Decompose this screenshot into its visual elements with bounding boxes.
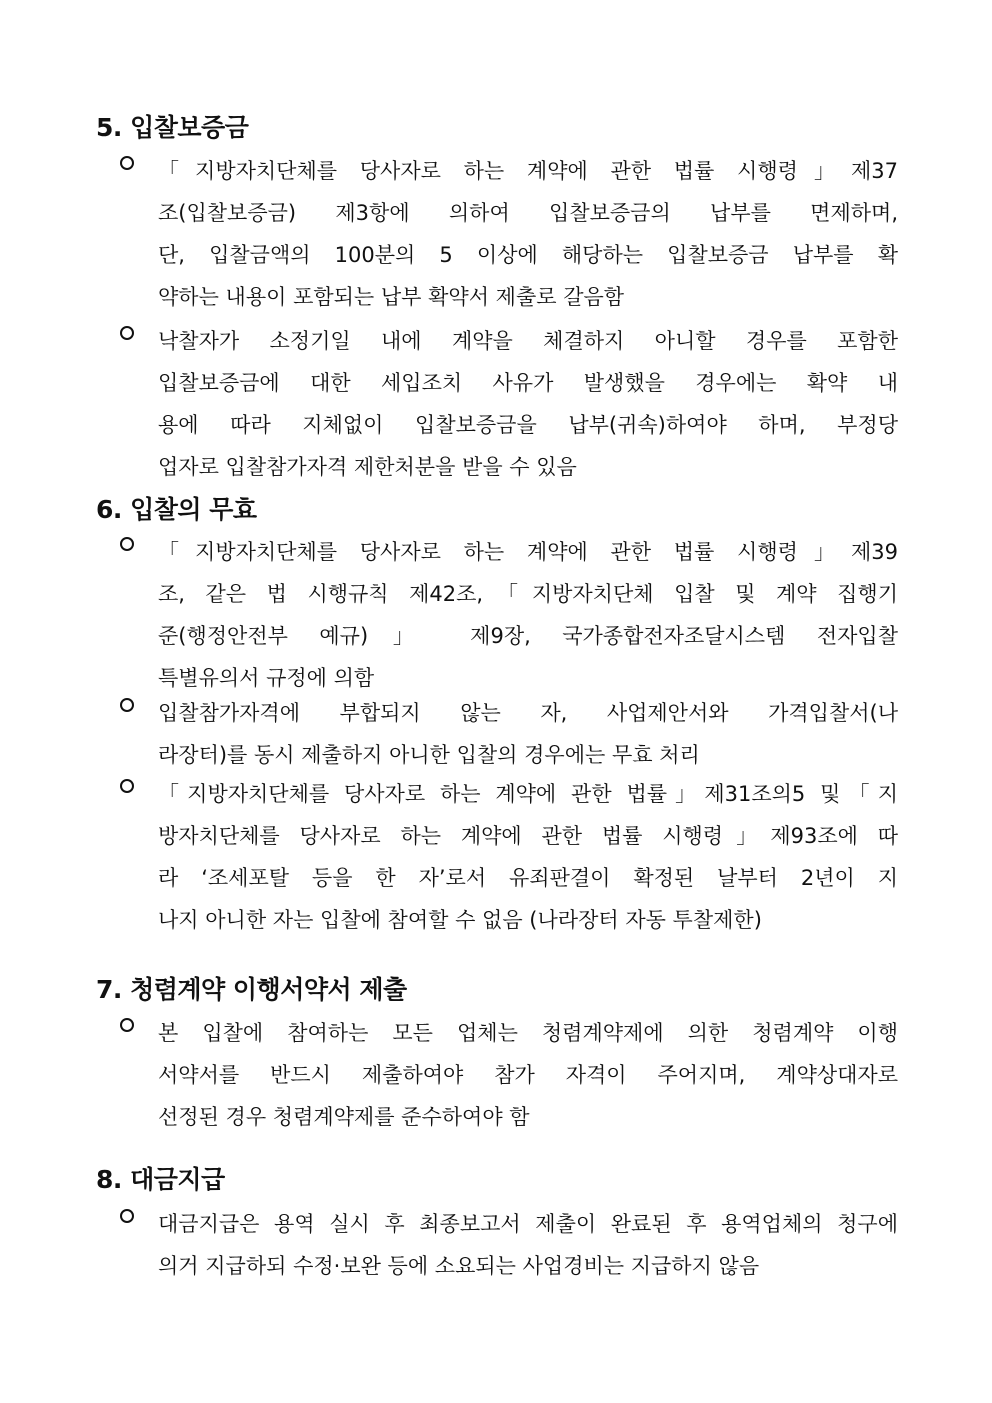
bullet-line: 방자치단체를 당사자로 하는 계약에 관한 법률 시행령」제93조에 따	[158, 824, 898, 848]
bullet-line: 「지방자치단체를 당사자로 하는 계약에 관한 법률 시행령」제37	[158, 159, 898, 183]
bullet-line: 조(입찰보증금) 제3항에 의하여 입찰보증금의 납부를 면제하며,	[158, 201, 898, 225]
bullet-line: 용에 따라 지체없이 입찰보증금을 납부(귀속)하여야 하며, 부정당	[158, 413, 898, 437]
bullet-line: 단, 입찰금액의 100분의 5 이상에 해당하는 입찰보증금 납부를 확	[158, 243, 898, 267]
bullet-line: 약하는 내용이 포함되는 납부 확약서 제출로 갈음함	[158, 285, 625, 309]
bullet-line: 준(행정안전부 예규)」 제9장, 국가종합전자조달시스템 전자입찰	[158, 624, 898, 648]
bullet-line: 입찰참가자격에 부합되지 않는 자, 사업제안서와 가격입찰서(나	[158, 701, 898, 725]
bullet-line: 서약서를 반드시 제출하여야 참가 자격이 주어지며, 계약상대자로	[158, 1063, 898, 1087]
circle-bullet-icon	[120, 1018, 134, 1032]
section-heading-5: 5. 입찰보증금	[96, 113, 249, 142]
circle-bullet-icon	[120, 698, 134, 712]
bullet-line: 조, 같은 법 시행규칙 제42조,「지방자치단체 입찰 및 계약 집행기	[158, 582, 898, 606]
bullet-line: 라장터)를 동시 제출하지 아니한 입찰의 경우에는 무효 처리	[158, 743, 700, 767]
circle-bullet-icon	[120, 326, 134, 340]
circle-bullet-icon	[120, 537, 134, 551]
bullet-line: 나지 아니한 자는 입찰에 참여할 수 없음 (나라장터 자동 투찰제한)	[158, 908, 762, 932]
bullet-line: 입찰보증금에 대한 세입조치 사유가 발생했을 경우에는 확약 내	[158, 371, 898, 395]
bullet-line: 선정된 경우 청렴계약제를 준수하여야 함	[158, 1105, 530, 1129]
bullet-line: 낙찰자가 소정기일 내에 계약을 체결하지 아니할 경우를 포함한	[158, 329, 898, 353]
section-heading-7: 7. 청렴계약 이행서약서 제출	[96, 975, 407, 1004]
circle-bullet-icon	[120, 156, 134, 170]
bullet-line: 대금지급은 용역 실시 후 최종보고서 제출이 완료된 후 용역업체의 청구에	[158, 1212, 898, 1236]
section-heading-8: 8. 대금지급	[96, 1165, 225, 1194]
circle-bullet-icon	[120, 1209, 134, 1223]
bullet-line: 「지방자치단체를 당사자로 하는 계약에 관한 법률」제31조의5 및「지	[158, 782, 898, 806]
bullet-line: 의거 지급하되 수정·보완 등에 소요되는 사업경비는 지급하지 않음	[158, 1254, 760, 1278]
bullet-line: 특별유의서 규정에 의함	[158, 666, 375, 690]
section-heading-6: 6. 입찰의 무효	[96, 495, 257, 524]
circle-bullet-icon	[120, 779, 134, 793]
bullet-line: 업자로 입찰참가자격 제한처분을 받을 수 있음	[158, 455, 577, 479]
bullet-line: 본 입찰에 참여하는 모든 업체는 청렴계약제에 의한 청렴계약 이행	[158, 1021, 898, 1045]
bullet-line: 라 ‘조세포탈 등을 한 자’로서 유죄판결이 확정된 날부터 2년이 지	[158, 866, 898, 890]
bullet-line: 「지방자치단체를 당사자로 하는 계약에 관한 법률 시행령」제39	[158, 540, 898, 564]
